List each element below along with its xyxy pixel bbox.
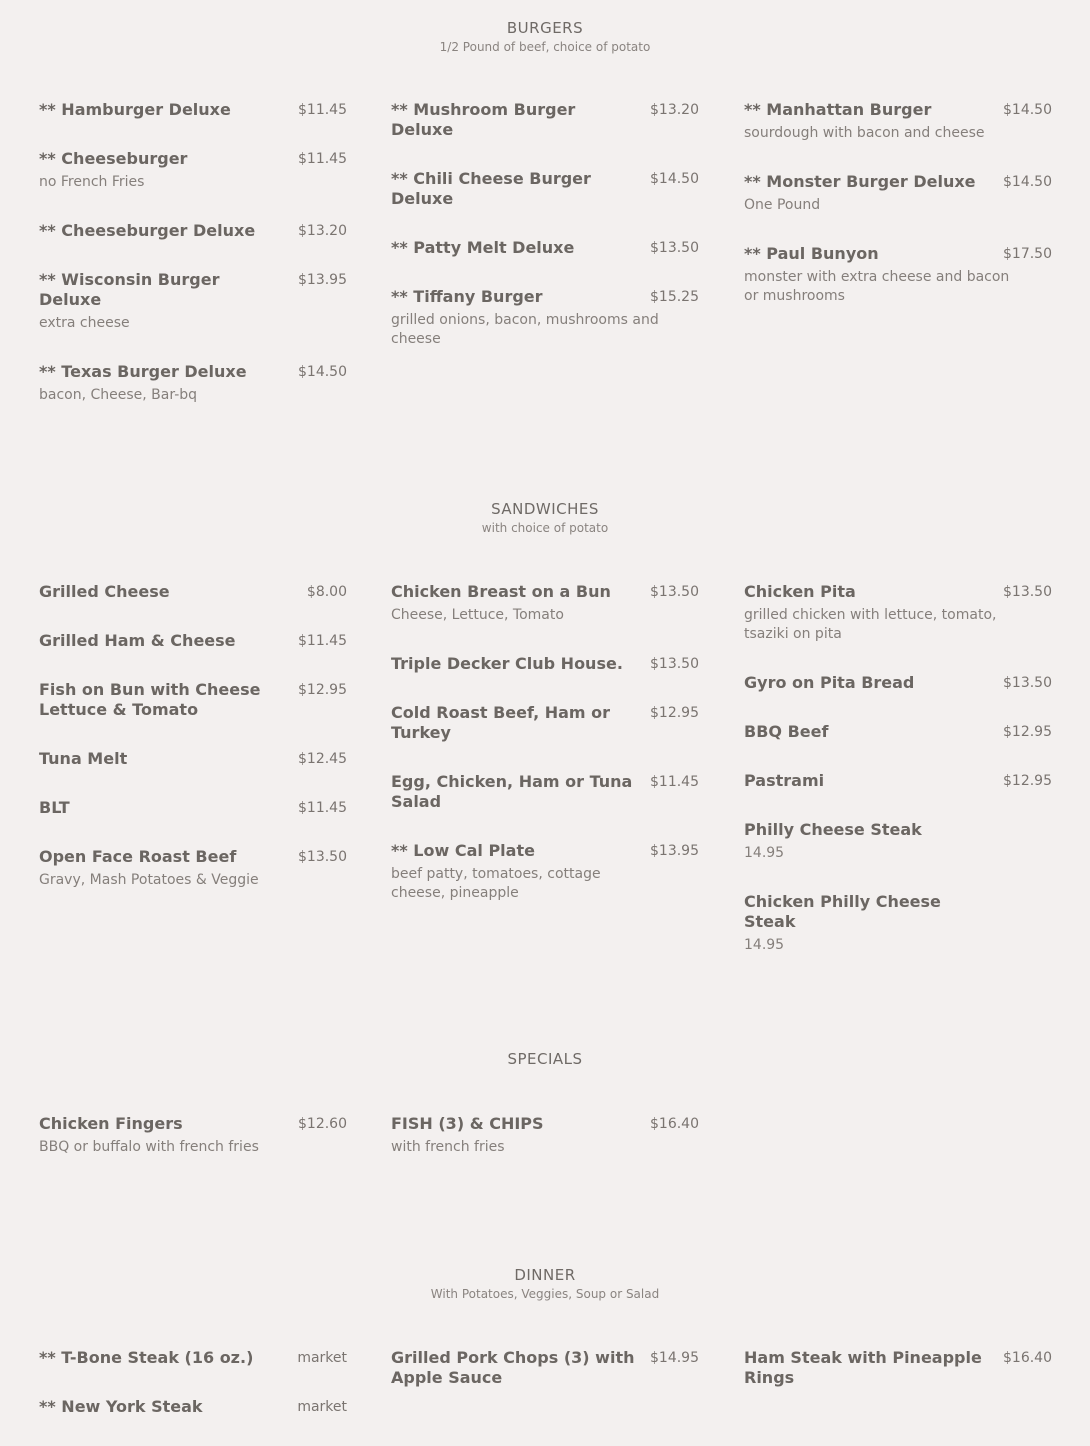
menu-item <box>391 1114 699 1157</box>
menu-item <box>39 1348 347 1368</box>
menu-item-name: Egg, Chicken, Ham or Tuna Salad <box>391 772 633 811</box>
menu-item-name: Fish on Bun with Cheese Lettuce & Tomato <box>39 680 261 719</box>
menu-item-price: $11.45 <box>298 800 347 816</box>
menu-item-description: sourdough with bacon and cheese <box>744 125 985 141</box>
section-dinner <box>0 1266 1090 1302</box>
menu-item-description: One Pound <box>744 197 821 213</box>
menu-item-name: Grilled Ham & Cheese <box>39 631 236 650</box>
menu-item-name: ** Mushroom Burger Deluxe <box>391 100 576 139</box>
section-title: SANDWICHES <box>491 500 599 518</box>
menu-item <box>39 847 347 890</box>
menu-item <box>39 798 347 818</box>
menu-item-name: ** Hamburger Deluxe <box>39 100 231 119</box>
menu-column <box>39 100 347 434</box>
menu-item <box>39 582 347 602</box>
menu-item-header <box>391 1348 699 1388</box>
menu-item-price: $17.50 <box>1003 246 1052 262</box>
menu-item-price: $12.45 <box>298 751 347 767</box>
menu-item-header <box>39 362 347 382</box>
menu-column <box>744 1348 1052 1417</box>
menu-item-header <box>391 772 699 812</box>
menu-item <box>744 673 1052 693</box>
menu-item-description: grilled chicken with lettuce, tomato, tsaziki on pita <box>744 607 997 642</box>
menu-item <box>39 362 347 405</box>
menu-item-header <box>39 749 347 769</box>
menu-item-header <box>391 1114 699 1134</box>
menu-item-price: $11.45 <box>298 102 347 118</box>
menu-item-price: $13.50 <box>1003 675 1052 691</box>
menu-item-name: ** Patty Melt Deluxe <box>391 238 575 257</box>
menu-item-price: $14.50 <box>650 171 699 187</box>
menu-column <box>391 1348 699 1417</box>
menu-item-price: $12.95 <box>298 682 347 698</box>
menu-item-name: Ham Steak with Pineapple Rings <box>744 1348 982 1387</box>
menu-item-price: $13.50 <box>650 584 699 600</box>
menu-item-price: $13.95 <box>650 843 699 859</box>
menu-item-name: Chicken Breast on a Bun <box>391 582 611 601</box>
menu-item-header <box>39 582 347 602</box>
menu-item-header <box>39 100 347 120</box>
menu-item-header <box>744 172 1052 192</box>
menu-item-price: market <box>297 1350 347 1366</box>
menu-item-price: $14.95 <box>650 1350 699 1366</box>
menu-item-price: $12.95 <box>650 705 699 721</box>
menu-item-name: Grilled Pork Chops (3) with Apple Sauce <box>391 1348 635 1387</box>
menu-item <box>39 270 347 333</box>
menu-item-name: Tuna Melt <box>39 749 128 768</box>
menu-item-header <box>391 169 699 209</box>
menu-item <box>744 1348 1052 1388</box>
menu-column <box>744 100 1052 335</box>
menu-item <box>391 100 699 140</box>
menu-item-header <box>39 680 347 720</box>
menu-column <box>39 1114 347 1186</box>
menu-column <box>391 100 699 378</box>
menu-item-header <box>744 820 1052 840</box>
menu-item-name: ** T-Bone Steak (16 oz.) <box>39 1348 254 1367</box>
menu-item-price: $13.50 <box>1003 584 1052 600</box>
menu-item-header <box>39 631 347 651</box>
section-title: SPECIALS <box>507 1050 583 1068</box>
menu-item-price: $16.40 <box>1003 1350 1052 1366</box>
menu-item-header <box>391 654 699 674</box>
menu-item-price: $11.45 <box>650 774 699 790</box>
menu-item <box>39 631 347 651</box>
menu-item-header <box>744 582 1052 602</box>
menu-item-name: BBQ Beef <box>744 722 829 741</box>
menu-item-name: Grilled Cheese <box>39 582 170 601</box>
menu-item-header <box>39 221 347 241</box>
menu-item-description: extra cheese <box>39 315 130 331</box>
menu-item-name: ** Manhattan Burger <box>744 100 932 119</box>
section-specials <box>0 1050 1090 1068</box>
menu-item-price: $14.50 <box>1003 102 1052 118</box>
menu-item-price: $12.95 <box>1003 724 1052 740</box>
menu-item-header <box>391 287 699 307</box>
menu-item-price: $13.95 <box>298 272 347 288</box>
menu-item-description: Cheese, Lettuce, Tomato <box>391 607 564 623</box>
menu-item-header <box>39 270 347 310</box>
menu-item-price: $13.50 <box>650 656 699 672</box>
menu-item-header <box>744 722 1052 742</box>
menu-item <box>391 238 699 258</box>
menu-item-name: Chicken Pita <box>744 582 856 601</box>
menu-item-price: $13.20 <box>650 102 699 118</box>
menu-column <box>391 1114 699 1186</box>
menu-item-price: $14.50 <box>298 364 347 380</box>
menu-item-name: Chicken Philly Cheese Steak <box>744 892 941 931</box>
menu-item-header <box>39 1397 347 1417</box>
menu-item-description: no French Fries <box>39 174 145 190</box>
menu-item <box>391 841 699 903</box>
menu-column <box>744 582 1052 984</box>
menu-item-name: ** Cheeseburger Deluxe <box>39 221 256 240</box>
menu-item <box>391 1348 699 1388</box>
section-title: DINNER <box>514 1266 576 1284</box>
menu-column <box>391 582 699 932</box>
menu-item-header <box>391 703 699 743</box>
menu-item-name: Open Face Roast Beef <box>39 847 237 866</box>
menu-item-description: beef patty, tomatoes, cottage cheese, pineapple <box>391 866 601 901</box>
menu-item <box>744 582 1052 644</box>
menu-item-name: ** Tiffany Burger <box>391 287 543 306</box>
menu-item-description: bacon, Cheese, Bar-bq <box>39 387 198 403</box>
section-subtitle: 1/2 Pound of beef, choice of potato <box>439 40 651 54</box>
menu-item-name: ** New York Steak <box>39 1397 203 1416</box>
menu-item <box>744 172 1052 215</box>
section-subtitle: with choice of potato <box>481 521 609 535</box>
menu-item-description: BBQ or buffalo with french fries <box>39 1139 259 1155</box>
menu-item-description: Gravy, Mash Potatoes & Veggie <box>39 872 259 888</box>
menu-item-header <box>744 100 1052 120</box>
menu-item-header <box>39 1114 347 1134</box>
menu-item <box>39 680 347 720</box>
menu-item-name: Pastrami <box>744 771 825 790</box>
menu-item-name: Triple Decker Club House. <box>391 654 623 673</box>
section-burgers <box>0 19 1090 55</box>
menu-item-description: with french fries <box>391 1139 505 1155</box>
menu-item-price: $12.60 <box>298 1116 347 1132</box>
menu-item-name: BLT <box>39 798 70 817</box>
menu-item-description: monster with extra cheese and bacon or mushrooms <box>744 269 1010 304</box>
menu-item-name: ** Low Cal Plate <box>391 841 535 860</box>
menu-item-price: $11.45 <box>298 151 347 167</box>
menu-item <box>744 892 1052 955</box>
menu-item <box>391 703 699 743</box>
menu-item <box>39 100 347 120</box>
menu-column <box>39 582 347 919</box>
section-subtitle: With Potatoes, Veggies, Soup or Salad <box>430 1287 660 1301</box>
menu-item-price: $15.25 <box>650 289 699 305</box>
menu-item-price: $13.20 <box>298 223 347 239</box>
menu-item <box>391 582 699 625</box>
menu-item <box>39 749 347 769</box>
menu-item <box>39 1397 347 1417</box>
menu-item-name: Philly Cheese Steak <box>744 820 922 839</box>
menu-item <box>39 149 347 192</box>
menu-item <box>39 1114 347 1157</box>
menu-item <box>744 244 1052 306</box>
section-sandwiches <box>0 500 1090 536</box>
menu-item-name: ** Cheeseburger <box>39 149 188 168</box>
section-title: BURGERS <box>506 19 584 37</box>
menu-item-name: ** Monster Burger Deluxe <box>744 172 976 191</box>
menu-item-name: Gyro on Pita Bread <box>744 673 915 692</box>
menu-item-description: 14.95 <box>744 937 785 953</box>
menu-item-description: grilled onions, bacon, mushrooms and cheese <box>391 312 659 347</box>
menu-item-header <box>39 847 347 867</box>
menu-item <box>744 820 1052 863</box>
menu-item-header <box>744 892 1052 932</box>
menu-item-name: Cold Roast Beef, Ham or Turkey <box>391 703 611 742</box>
menu-column <box>39 1348 347 1446</box>
menu-item-header <box>744 1348 1052 1388</box>
menu-item-price: $13.50 <box>298 849 347 865</box>
menu-item <box>391 654 699 674</box>
menu-item <box>744 722 1052 742</box>
menu-item-price: market <box>297 1399 347 1415</box>
menu-item-name: Chicken Fingers <box>39 1114 183 1133</box>
menu-item <box>391 287 699 349</box>
menu-item-name: ** Chili Cheese Burger Deluxe <box>391 169 591 208</box>
menu-item <box>391 772 699 812</box>
menu-item <box>39 221 347 241</box>
menu-item <box>744 100 1052 143</box>
menu-item-name: ** Paul Bunyon <box>744 244 879 263</box>
menu-item-header <box>39 1348 347 1368</box>
menu-item-name: ** Wisconsin Burger Deluxe <box>39 270 220 309</box>
menu-item <box>391 169 699 209</box>
menu-item-header <box>744 244 1052 264</box>
menu-item-name: FISH (3) & CHIPS <box>391 1114 544 1133</box>
menu-item-header <box>39 149 347 169</box>
menu-item-header <box>744 673 1052 693</box>
menu-item-price: $16.40 <box>650 1116 699 1132</box>
menu-item-header <box>744 771 1052 791</box>
menu-item-header <box>391 582 699 602</box>
menu-item-header <box>391 841 699 861</box>
menu-item-price: $14.50 <box>1003 174 1052 190</box>
menu-item-header <box>391 100 699 140</box>
menu-item-header <box>39 798 347 818</box>
menu-item-description: 14.95 <box>744 845 785 861</box>
menu-item-price: $13.50 <box>650 240 699 256</box>
menu-item-price: $8.00 <box>306 584 347 600</box>
menu-item-header <box>391 238 699 258</box>
menu-item <box>744 771 1052 791</box>
menu-item-price: $11.45 <box>298 633 347 649</box>
menu-item-price: $12.95 <box>1003 773 1052 789</box>
menu-item-name: ** Texas Burger Deluxe <box>39 362 247 381</box>
